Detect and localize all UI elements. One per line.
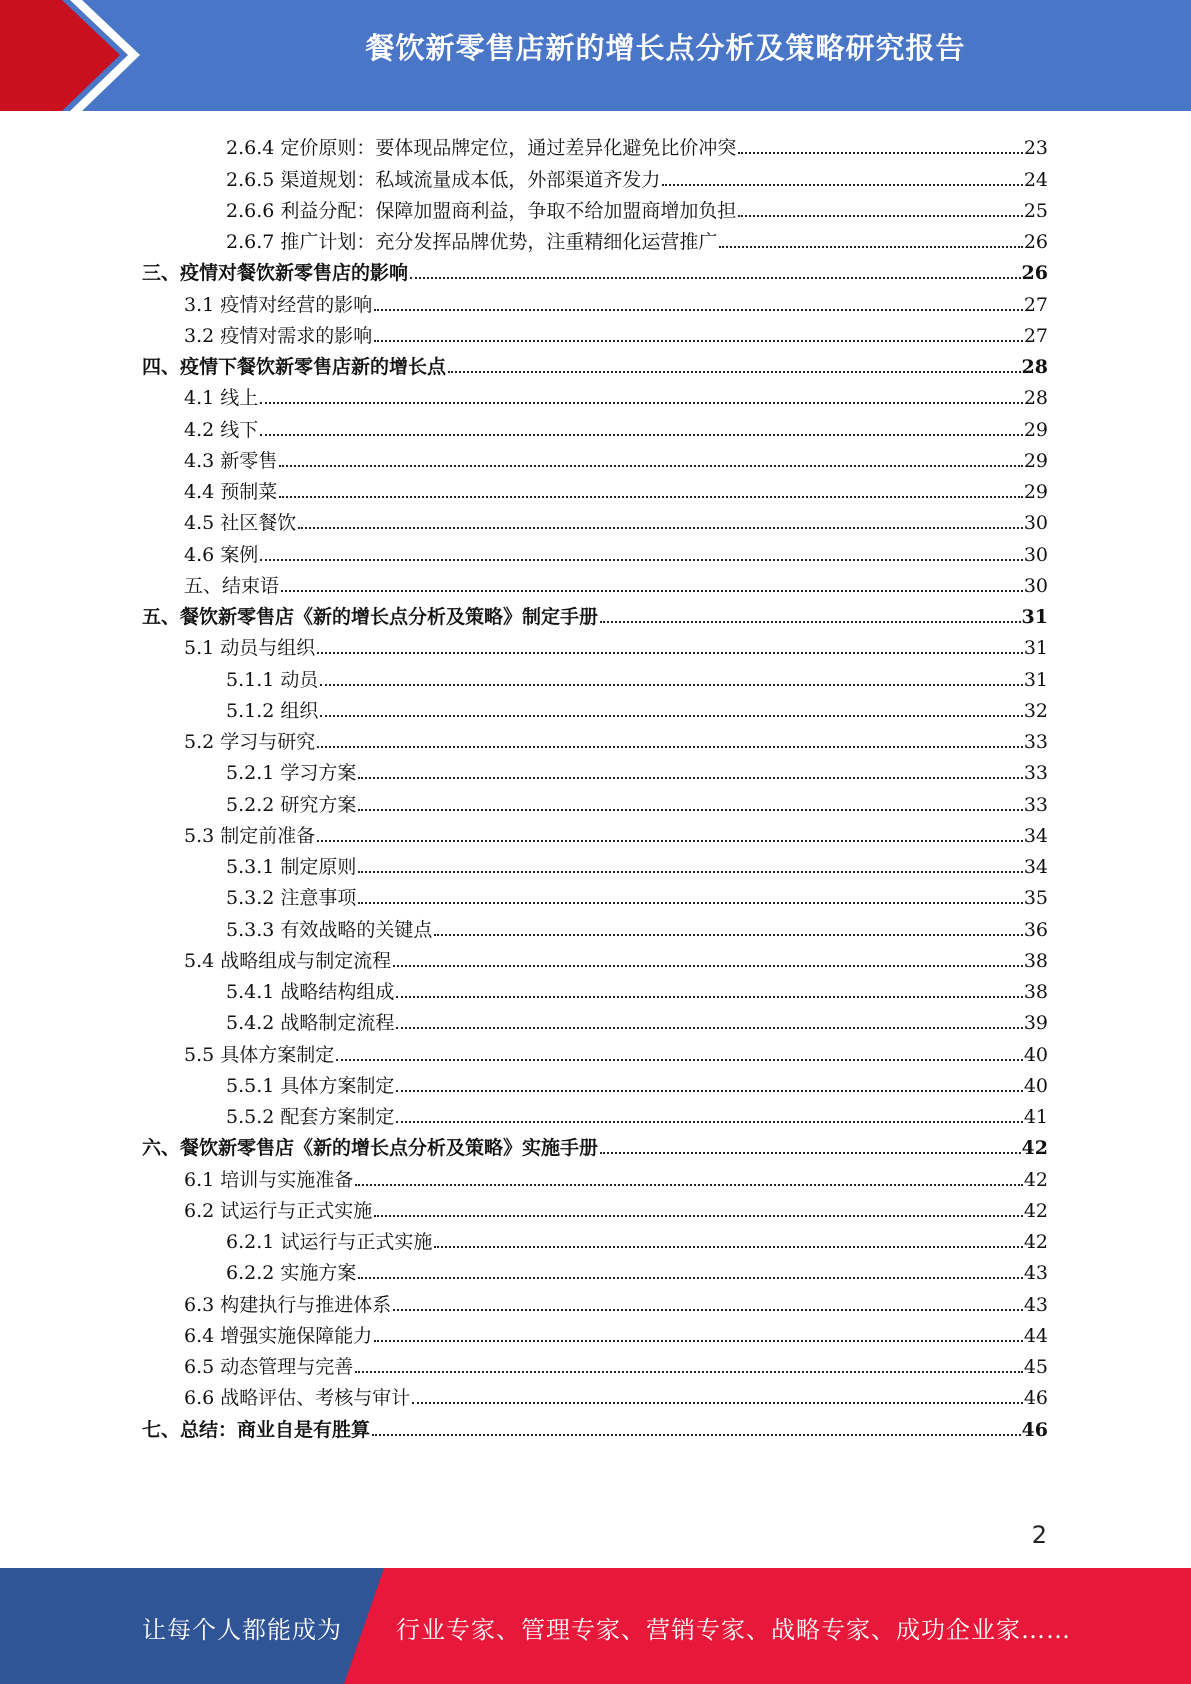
toc-entry[interactable] <box>142 972 1048 1003</box>
toc-dot-leader <box>260 434 1023 436</box>
toc-dot-leader <box>412 1402 1023 1404</box>
toc-dot-leader <box>600 1152 1021 1154</box>
toc-entry[interactable] <box>142 409 1048 440</box>
toc-dot-leader <box>738 152 1022 154</box>
toc-dot-leader <box>738 215 1022 217</box>
toc-entry-title: 三、疫情对餐饮新零售店的影响 <box>142 262 409 285</box>
toc-entry-page: 28 <box>1021 356 1048 378</box>
toc-entry-page: 42 <box>1021 1137 1048 1160</box>
toc-entry[interactable] <box>142 534 1048 565</box>
toc-entry-page: 34 <box>1023 856 1048 878</box>
toc-entry[interactable] <box>142 1409 1048 1440</box>
toc-dot-leader <box>358 809 1022 811</box>
toc-entry[interactable] <box>142 1034 1048 1065</box>
toc-dot-leader <box>358 1277 1022 1279</box>
toc-entry-page: 46 <box>1023 1387 1048 1410</box>
toc-entry[interactable] <box>142 1066 1048 1097</box>
toc-entry-title: 5.2.1 学习方案 <box>226 762 357 785</box>
toc-entry-title: 5.3.1 制定原则 <box>226 856 357 878</box>
header-arrow-decoration <box>0 0 160 111</box>
toc-entry-title: 6.2 试运行与正式实施 <box>184 1199 373 1222</box>
toc-entry-page: 43 <box>1023 1262 1048 1285</box>
toc-entry[interactable] <box>142 847 1048 878</box>
toc-entry-title: 5.3 制定前准备 <box>184 824 316 847</box>
document-title: 餐饮新零售店新的增长点分析及策略研究报告 <box>365 31 966 65</box>
toc-entry-title: 4.3 新零售 <box>184 449 278 472</box>
toc-entry-page: 34 <box>1023 824 1048 847</box>
toc-dot-leader <box>317 652 1023 654</box>
toc-entry-title: 5.5.2 配套方案制定 <box>226 1106 395 1128</box>
toc-entry-page: 33 <box>1023 731 1048 753</box>
toc-dot-leader <box>320 684 1022 686</box>
toc-dot-leader <box>298 527 1023 529</box>
toc-entry-title: 5.2 学习与研究 <box>184 731 316 753</box>
toc-entry-page: 30 <box>1023 543 1048 566</box>
toc-entry-title: 6.1 培训与实施准备 <box>184 1168 354 1191</box>
toc-dot-leader <box>393 965 1023 967</box>
toc-entry-page: 41 <box>1023 1106 1048 1128</box>
toc-entry-page: 27 <box>1023 324 1048 347</box>
toc-entry[interactable] <box>142 1316 1048 1347</box>
toc-entry-page: 32 <box>1023 699 1048 722</box>
toc-dot-leader <box>358 777 1022 779</box>
toc-entry[interactable] <box>142 1159 1048 1190</box>
toc-entry[interactable] <box>142 1191 1048 1222</box>
toc-entry[interactable] <box>142 1253 1048 1284</box>
toc-entry-page: 43 <box>1023 1293 1048 1316</box>
toc-entry[interactable] <box>142 1378 1048 1409</box>
toc-entry[interactable] <box>142 941 1048 972</box>
toc-entry-page: 29 <box>1023 481 1048 503</box>
toc-dot-leader <box>396 1027 1022 1029</box>
toc-entry-page: 33 <box>1023 762 1048 785</box>
toc-entry-page: 35 <box>1023 887 1048 910</box>
toc-entry-title: 6.5 动态管理与完善 <box>184 1356 354 1378</box>
toc-dot-leader <box>434 1246 1022 1248</box>
toc-entry[interactable] <box>142 722 1048 753</box>
toc-entry[interactable] <box>142 316 1048 347</box>
toc-entry-title: 5.5.1 具体方案制定 <box>226 1074 395 1097</box>
toc-entry-title: 5.1.1 动员 <box>226 668 319 691</box>
toc-entry-page: 40 <box>1023 1074 1048 1097</box>
page-number: 2 <box>1031 1521 1047 1549</box>
toc-entry-page: 30 <box>1023 574 1048 597</box>
toc-entry-page: 29 <box>1023 418 1048 441</box>
toc-entry[interactable] <box>142 222 1048 253</box>
toc-dot-leader <box>336 1059 1023 1061</box>
toc-entry-title: 4.6 案例 <box>184 543 259 566</box>
toc-dot-leader <box>600 621 1021 623</box>
toc-entry[interactable] <box>142 909 1048 940</box>
toc-entry-title: 4.4 预制菜 <box>184 481 278 503</box>
toc-entry-title: 2.6.5 渠道规划：私域流量成本低，外部渠道齐发力 <box>226 168 661 191</box>
toc-entry[interactable] <box>142 1284 1048 1315</box>
toc-entry-page: 38 <box>1023 949 1048 972</box>
toc-entry[interactable] <box>142 253 1048 284</box>
toc-entry[interactable] <box>142 566 1048 597</box>
toc-entry-title: 3.1 疫情对经营的影响 <box>184 293 373 316</box>
toc-entry[interactable] <box>142 1097 1048 1128</box>
toc-entry-page: 46 <box>1021 1418 1048 1441</box>
toc-entry-title: 6.4 增强实施保障能力 <box>184 1324 373 1347</box>
toc-entry-title: 2.6.4 定价原则：要体现品牌定位，通过差异化避免比价冲突 <box>226 137 737 160</box>
toc-entry[interactable] <box>142 441 1048 472</box>
toc-entry[interactable] <box>142 753 1048 784</box>
toc-entry-title: 四、疫情下餐饮新零售店新的增长点 <box>142 356 447 378</box>
toc-entry[interactable] <box>142 284 1048 315</box>
toc-dot-leader <box>662 184 1022 186</box>
toc-entry-title: 六、餐饮新零售店《新的增长点分析及策略》实施手册 <box>142 1137 599 1160</box>
toc-dot-leader <box>396 996 1022 998</box>
toc-entry-title: 5.4.2 战略制定流程 <box>226 1012 395 1035</box>
toc-entry[interactable] <box>142 503 1048 534</box>
toc-dot-leader <box>279 496 1023 498</box>
toc-entry[interactable] <box>142 128 1048 159</box>
toc-entry-page: 40 <box>1023 1043 1048 1066</box>
toc-entry[interactable] <box>142 472 1048 503</box>
toc-entry-page: 42 <box>1023 1168 1048 1191</box>
toc-dot-leader <box>374 340 1023 342</box>
toc-entry-title: 5.4.1 战略结构组成 <box>226 981 395 1003</box>
toc-entry-title: 6.3 构建执行与推进体系 <box>184 1293 392 1316</box>
toc-entry-page: 26 <box>1021 262 1048 285</box>
toc-entry[interactable] <box>142 784 1048 815</box>
toc-dot-leader <box>260 559 1023 561</box>
toc-entry-page: 45 <box>1023 1356 1048 1378</box>
toc-entry[interactable] <box>142 1128 1048 1159</box>
toc-entry-title: 4.5 社区餐饮 <box>184 512 297 535</box>
toc-dot-leader <box>396 1090 1022 1092</box>
toc-entry-title: 3.2 疫情对需求的影响 <box>184 324 373 347</box>
toc-dot-leader <box>355 1371 1023 1373</box>
toc-dot-leader <box>279 465 1023 467</box>
toc-dot-leader <box>260 402 1023 404</box>
toc-entry-page: 44 <box>1023 1324 1048 1347</box>
toc-entry-page: 39 <box>1023 1012 1048 1035</box>
toc-entry[interactable] <box>142 659 1048 690</box>
toc-entry-page: 30 <box>1023 512 1048 535</box>
toc-entry-page: 38 <box>1023 981 1048 1003</box>
toc-entry-page: 33 <box>1023 793 1048 816</box>
toc-entry-title: 2.6.6 利益分配：保障加盟商利益，争取不给加盟商增加负担 <box>226 199 737 222</box>
toc-entry[interactable] <box>142 691 1048 722</box>
toc-entry-title: 5.1 动员与组织 <box>184 637 316 660</box>
toc-dot-leader <box>317 840 1023 842</box>
toc-entry-page: 31 <box>1023 668 1048 691</box>
toc-entry[interactable] <box>142 378 1048 409</box>
toc-entry-page: 28 <box>1023 387 1048 410</box>
toc-entry-page: 42 <box>1023 1199 1048 1222</box>
toc-entry-title: 4.1 线上 <box>184 387 259 410</box>
page-header <box>0 0 1191 111</box>
toc-dot-leader <box>317 746 1023 748</box>
toc-entry-page: 31 <box>1021 606 1048 628</box>
toc-entry-title: 5.5 具体方案制定 <box>184 1043 335 1066</box>
page-footer <box>0 1568 1191 1684</box>
toc-entry-title: 五、餐饮新零售店《新的增长点分析及策略》制定手册 <box>142 606 599 628</box>
toc-dot-leader <box>320 715 1022 717</box>
toc-dot-leader <box>374 309 1023 311</box>
toc-entry-page: 25 <box>1023 199 1048 222</box>
toc-entry-page: 24 <box>1023 168 1048 191</box>
toc-entry-title: 6.6 战略评估、考核与审计 <box>184 1387 411 1410</box>
toc-entry-title: 5.4 战略组成与制定流程 <box>184 949 392 972</box>
toc-dot-leader <box>393 1309 1023 1311</box>
toc-dot-leader <box>358 871 1022 873</box>
toc-entry[interactable] <box>142 159 1048 190</box>
footer-tagline: 行业专家、管理专家、营销专家、战略专家、成功企业家…… <box>396 1616 1071 1644</box>
toc-entry[interactable] <box>142 191 1048 222</box>
toc-dot-leader <box>358 902 1022 904</box>
toc-entry-title: 5.3.2 注意事项 <box>226 887 357 910</box>
toc-dot-leader <box>355 1184 1023 1186</box>
toc-entry-title: 5.1.2 组织 <box>226 699 319 722</box>
footer-slogan: 让每个人都能成为 <box>142 1616 342 1644</box>
toc-entry[interactable] <box>142 597 1048 628</box>
toc-entry-title: 6.2.2 实施方案 <box>226 1262 357 1285</box>
toc-entry-page: 26 <box>1023 231 1048 253</box>
toc-dot-leader <box>372 1434 1021 1436</box>
toc-dot-leader <box>434 934 1022 936</box>
toc-entry-page: 23 <box>1023 137 1048 160</box>
toc-entry-title: 5.3.3 有效战略的关键点 <box>226 918 433 941</box>
toc-entry-title: 七、总结：商业自是有胜算 <box>142 1418 371 1441</box>
table-of-contents <box>142 128 1048 1441</box>
toc-entry-title: 2.6.7 推广计划：充分发挥品牌优势，注重精细化运营推广 <box>226 231 718 253</box>
toc-dot-leader <box>396 1121 1022 1123</box>
toc-dot-leader <box>281 590 1023 592</box>
toc-entry[interactable] <box>142 1347 1048 1378</box>
toc-entry-title: 五、结束语 <box>184 574 280 597</box>
toc-entry-page: 29 <box>1023 449 1048 472</box>
toc-dot-leader <box>410 277 1021 279</box>
toc-entry[interactable] <box>142 816 1048 847</box>
toc-dot-leader <box>448 371 1021 373</box>
toc-entry-title: 5.2.2 研究方案 <box>226 793 357 816</box>
toc-entry[interactable] <box>142 878 1048 909</box>
toc-entry-page: 42 <box>1023 1231 1048 1253</box>
toc-dot-leader <box>719 246 1022 248</box>
toc-entry[interactable] <box>142 1222 1048 1253</box>
toc-entry[interactable] <box>142 1003 1048 1034</box>
toc-entry-page: 31 <box>1023 637 1048 660</box>
toc-dot-leader <box>374 1340 1023 1342</box>
toc-entry-page: 36 <box>1023 918 1048 941</box>
toc-dot-leader <box>374 1215 1023 1217</box>
toc-entry-title: 6.2.1 试运行与正式实施 <box>226 1231 433 1253</box>
toc-entry[interactable] <box>142 347 1048 378</box>
toc-entry[interactable] <box>142 628 1048 659</box>
toc-entry-title: 4.2 线下 <box>184 418 259 441</box>
toc-entry-page: 27 <box>1023 293 1048 316</box>
